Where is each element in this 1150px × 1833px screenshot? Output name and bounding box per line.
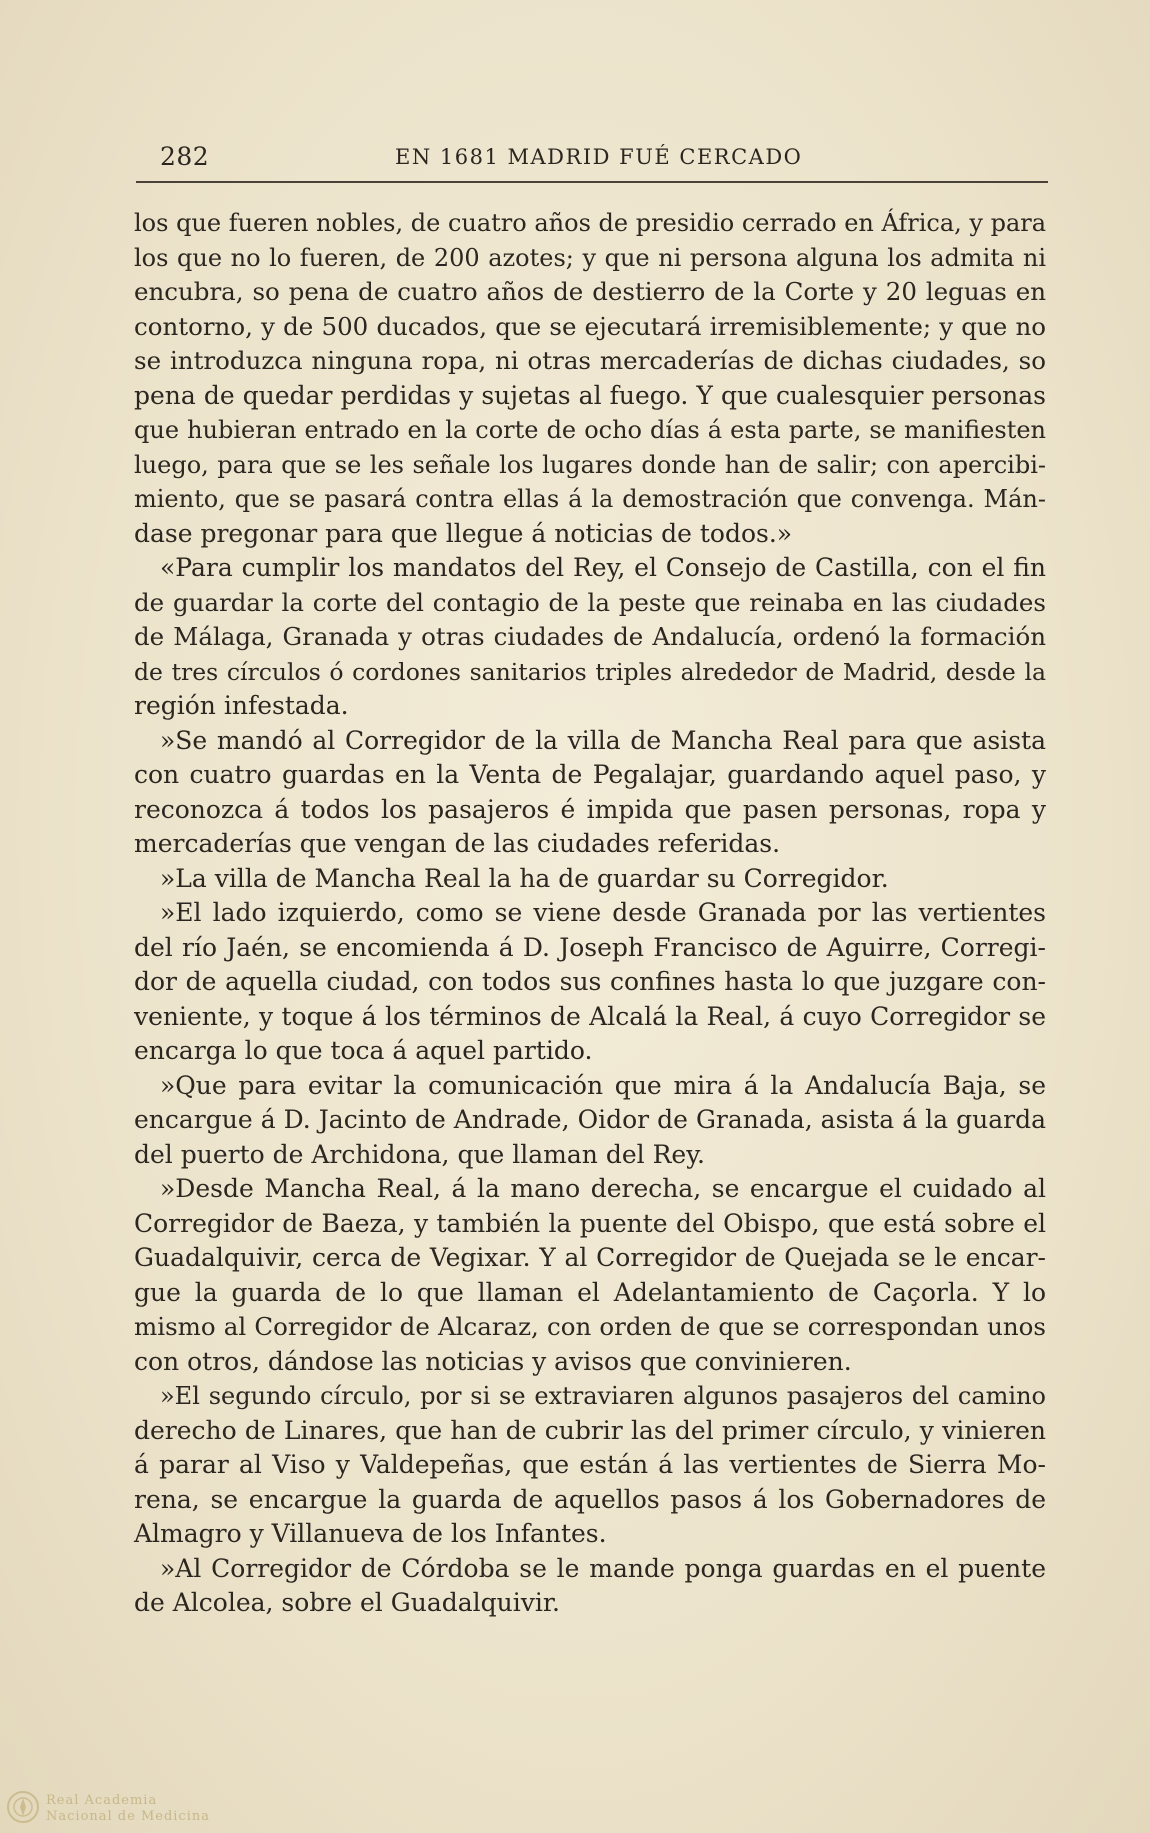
page-number: 282 [160, 142, 210, 171]
paragraph [134, 862, 1046, 897]
paragraph [134, 896, 1046, 1069]
text-line: con cuatro guardas en la Venta de Pegalajar, guardando aquel paso, y [134, 760, 1046, 789]
text-line: los que no lo fueren, de 200 azotes; y que ni persona alguna los admita ni [134, 243, 1046, 272]
text-line: luego, para que se les señale los lugares donde han de salir; con apercibi- [134, 450, 1046, 479]
text-line: encarga lo que toca á aquel partido. [134, 1036, 593, 1065]
text-line: mismo al Corregidor de Alcaraz, con orden de que se correspondan unos [134, 1312, 1046, 1341]
text-line: reconozca á todos los pasajeros é impida que pasen personas, ropa y [134, 794, 1046, 824]
running-head: EN 1681 MADRID FUÉ CERCADO [395, 145, 803, 169]
text-line: derecho de Linares, que han de cubrir las del primer círculo, y vinieren [134, 1415, 1046, 1445]
text-line: de Málaga, Granada y otras ciudades de Andalucía, ordenó la formación [134, 622, 1046, 651]
text-line: veniente, y toque á los términos de Alcalá la Real, á cuyo Corregidor se [134, 1001, 1046, 1031]
text-line: región infestada. [134, 691, 349, 720]
text-line: dor de aquella ciudad, con todos sus confines hasta lo que juzgare con- [134, 967, 1046, 996]
text-line: »Desde Mancha Real, á la mano derecha, se encargue el cuidado al [160, 1174, 1046, 1203]
text-line: »Se mandó al Corregidor de la villa de Mancha Real para que asista [160, 725, 1046, 755]
paragraph [134, 206, 1046, 551]
text-line: Almagro y Villanueva de los Infantes. [134, 1519, 607, 1548]
paragraph [134, 1069, 1046, 1173]
seal-icon [6, 1790, 40, 1824]
paragraph [134, 724, 1046, 862]
text-line: los que fueren nobles, de cuatro años de presidio cerrado en África, y para [134, 209, 1047, 237]
paragraph [134, 1172, 1046, 1379]
watermark [6, 1790, 210, 1830]
watermark-line-2: Nacional de Medicina [46, 1809, 210, 1824]
paragraph [134, 1552, 1046, 1621]
text-line: contorno, y de 500 ducados, que se ejecutará irremisiblemente; y que no [134, 311, 1046, 341]
text-line: rena, se encargue la guarda de aquellos pasos á los Gobernadores de [134, 1484, 1046, 1514]
watermark-line-1: Real Academia [46, 1793, 158, 1808]
text-line: dase pregonar para que llegue á noticias de todos.» [134, 518, 793, 548]
header-rule [136, 181, 1048, 183]
text-line: se introduzca ninguna ropa, ni otras mercaderías de dichas ciudades, so [134, 346, 1046, 375]
text-line: de tres círculos ó cordones sanitarios triples alrededor de Madrid, desde la [134, 657, 1046, 686]
text-line: con otros, dándose las noticias y avisos que convinieren. [134, 1346, 852, 1376]
text-line: del puerto de Archidona, que llaman del Rey. [134, 1139, 705, 1169]
paragraph [134, 1379, 1046, 1552]
text-line: encargue á D. Jacinto de Andrade, Oidor de Granada, asista á la guarda [134, 1105, 1046, 1134]
text-line: Corregidor de Baeza, y también la puente del Obispo, que está sobre el [134, 1208, 1046, 1238]
text-line: »El segundo círculo, por si se extraviaren algunos pasajeros del camino [160, 1382, 1046, 1410]
text-line: de guardar la corte del contagio de la peste que reinaba en las ciudades [134, 587, 1046, 617]
text-line: que hubieran entrado en la corte de ocho días á esta parte, se manifiesten [134, 416, 1046, 444]
text-line: »Al Corregidor de Córdoba se le mande ponga guardas en el puente [160, 1553, 1046, 1583]
text-line: pena de quedar perdidas y sujetas al fuego. Y que cualesquier personas [134, 380, 1046, 410]
text-line: mercaderías que vengan de las ciudades referidas. [134, 829, 781, 858]
text-line: de Alcolea, sobre el Guadalquivir. [134, 1588, 561, 1617]
text-line: Guadalquivir, cerca de Vegixar. Y al Corregidor de Quejada se le encar- [134, 1243, 1046, 1272]
text-line: »La villa de Mancha Real la ha de guardar su Corregidor. [160, 863, 889, 893]
text-line: á parar al Viso y Valdepeñas, que están á las vertientes de Sierra Mo- [134, 1450, 1046, 1479]
body-text [134, 206, 1046, 1621]
paragraph [134, 551, 1046, 724]
text-line: »Que para evitar la comunicación que mira á la Andalucía Baja, se [160, 1070, 1046, 1100]
text-line: miento, que se pasará contra ellas á la demostración que convenga. Mán- [134, 485, 1046, 513]
text-line: gue la guarda de lo que llaman el Adelantamiento de Caçorla. Y lo [134, 1277, 1046, 1307]
page-header [160, 142, 1045, 176]
text-line: encubra, so pena de cuatro años de destierro de la Corte y 20 leguas en [134, 277, 1046, 306]
text-line: «Para cumplir los mandatos del Rey, el Consejo de Castilla, con el fin [160, 553, 1046, 582]
text-line: »El lado izquierdo, como se viene desde Granada por las vertientes [160, 898, 1046, 927]
text-line: del río Jaén, se encomienda á D. Joseph Francisco de Aguirre, Corregi- [134, 932, 1046, 962]
